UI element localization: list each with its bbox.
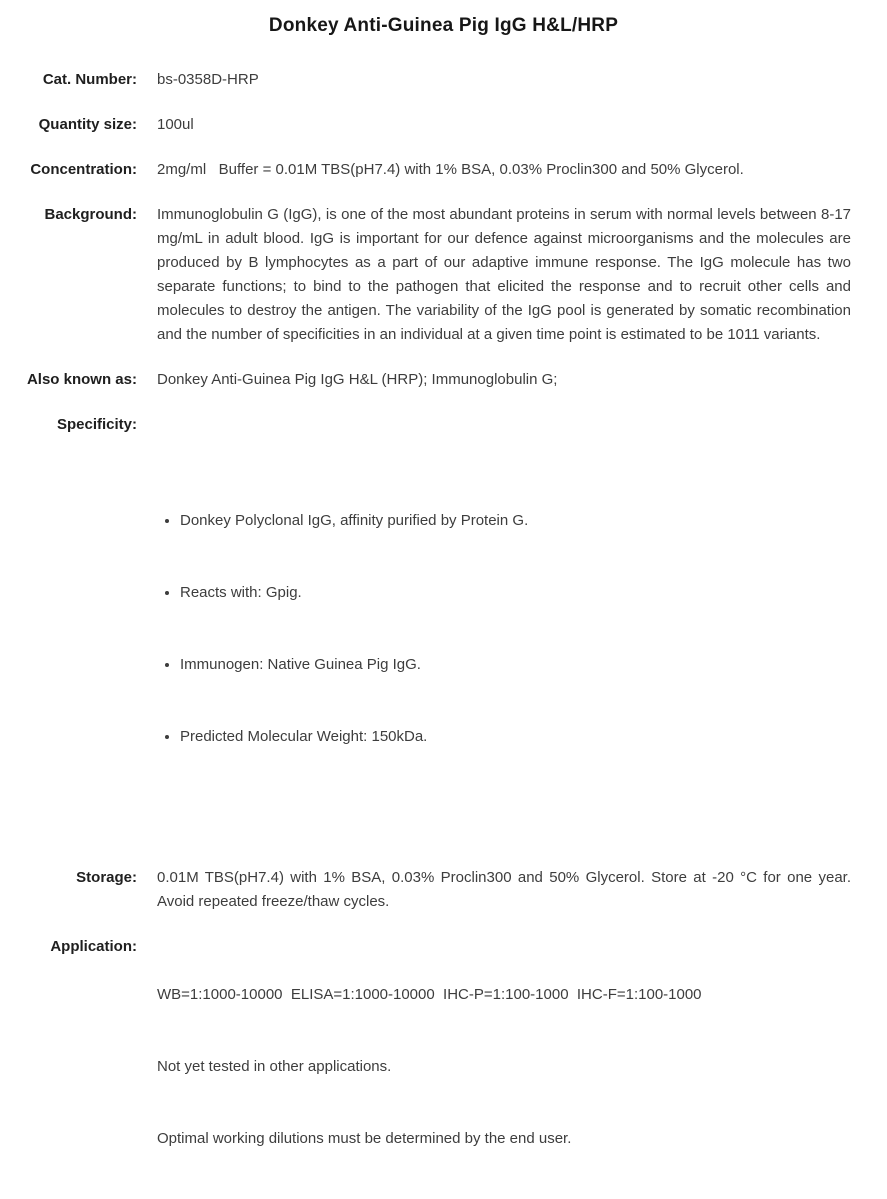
row-concentration xyxy=(0,158,851,182)
application-value xyxy=(157,935,851,1199)
storage-label: Storage: xyxy=(76,869,137,886)
specificity-bullet-item: • Immunogen: Native Guinea Pig IgG. xyxy=(180,653,851,677)
concentration-label: Concentration: xyxy=(30,161,137,178)
cat-number-label: Cat. Number: xyxy=(42,71,137,88)
application-dilution-advice-line: Optimal working dilutions must be determined by the end user. xyxy=(157,1130,572,1147)
also-known-as-label: Also known as: xyxy=(26,371,137,388)
concentration-value: 2mg/ml Buffer = 0.01M TBS(pH7.4) with 1% BSA, 0.03% Proclin300 and 50% Glycerol. xyxy=(157,161,744,178)
row-background xyxy=(0,203,856,347)
row-quantity-size xyxy=(0,113,851,137)
page-title: Donkey Anti-Guinea Pig IgG H&L/HRP xyxy=(268,15,619,36)
background-value: Immunoglobulin G (IgG), is one of the most abundant proteins in serum with normal levels between 8-17 mg/mL in adult blood. IgG is important for our defence against microorganisms and the molecules are produced by B lymphocytes as a part of our adaptive immune response. The IgG molecule has two separate functions; to bind to the pathogen that elicited the response and to recruit other cells and molecules to destroy the antigen. The variability of the IgG pool is generated by somatic recombination and the number of specificities in an individual at a given time point is estimated to be 1011 variants. xyxy=(157,206,856,343)
application-dilutions-line: WB=1:1000-10000 ELISA=1:1000-10000 IHC-P=1:100-1000 IHC-F=1:100-1000 xyxy=(157,986,702,1003)
quantity-size-value: 100ul xyxy=(157,116,194,133)
specificity-bullet-item: • Predicted Molecular Weight: 150kDa. xyxy=(180,725,851,749)
specificity-value xyxy=(157,413,851,845)
specificity-bullet-item: • Donkey Polyclonal IgG, affinity purified by Protein G. xyxy=(180,509,851,533)
specificity-bullet-item: • Reacts with: Gpig. xyxy=(180,581,851,605)
background-label: Background: xyxy=(44,206,137,223)
row-application xyxy=(0,935,851,1199)
row-specificity xyxy=(0,413,851,845)
row-also-known-as xyxy=(0,368,851,392)
cat-number-value: bs-0358D-HRP xyxy=(157,71,259,88)
quantity-size-label: Quantity size: xyxy=(38,116,137,133)
application-note-line: Not yet tested in other applications. xyxy=(157,1058,392,1075)
row-storage xyxy=(0,866,855,914)
also-known-as-value: Donkey Anti-Guinea Pig IgG H&L (HRP); Immunoglobulin G; xyxy=(157,371,558,388)
application-label: Application: xyxy=(50,938,137,955)
storage-value: 0.01M TBS(pH7.4) with 1% BSA, 0.03% Proclin300 and 50% Glycerol. Store at -20 °C for one year. Avoid repeated freeze/thaw cycles. xyxy=(157,869,855,910)
specificity-label: Specificity: xyxy=(56,416,137,433)
specificity-bullet-list xyxy=(157,461,851,797)
row-cat-number xyxy=(0,68,851,92)
